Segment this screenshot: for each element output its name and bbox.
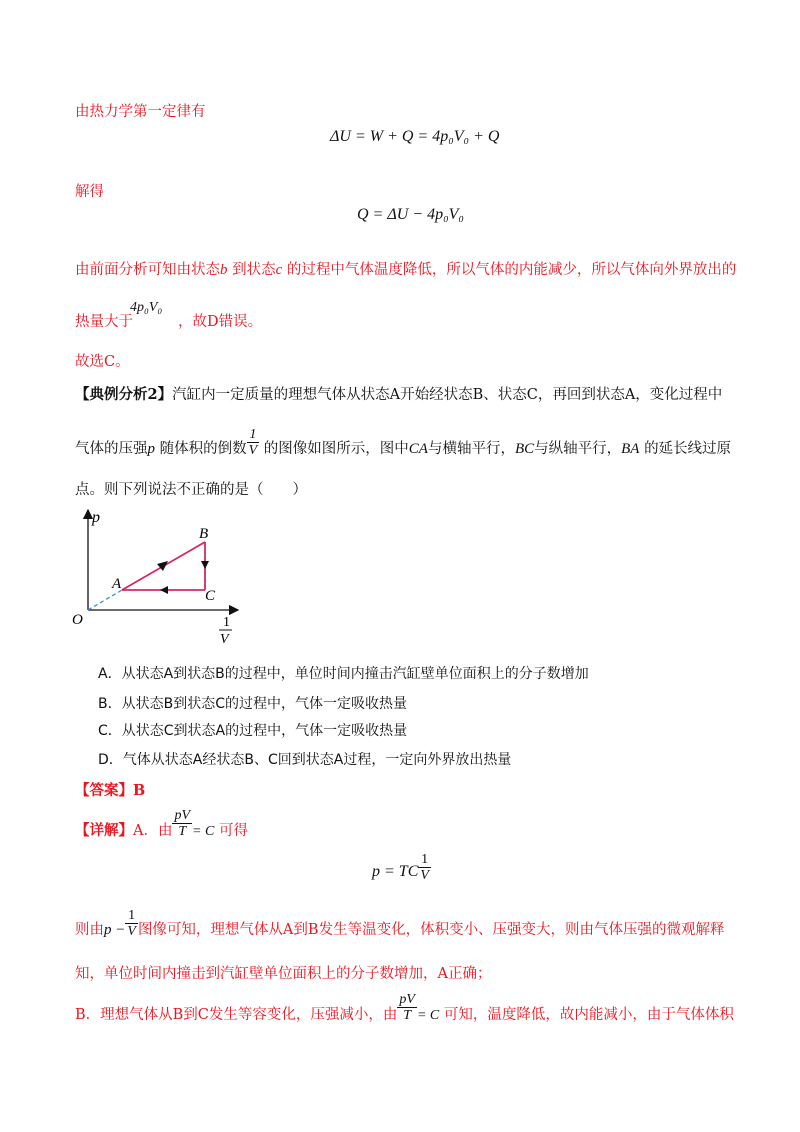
- conclusion: 故选C。: [75, 354, 130, 370]
- first-law-intro: 由热力学第一定律有: [75, 104, 206, 120]
- equation-q: Q = ΔU − 4p₀V₀: [357, 206, 464, 223]
- example-tag: 【典例分析2】: [75, 386, 173, 403]
- example-line-3: 点。则下列说法不正确的是（ ）: [75, 482, 307, 498]
- solve-label: 解得: [75, 184, 104, 200]
- extension-dashed-line: [88, 590, 122, 610]
- example-line-2: 气体的压强p 随体积的倒数 $\frac{1}{V}$ 的图像如图所示，图中CA与横轴平行，BC与纵轴平行，BA 的延长线过原: [75, 426, 732, 458]
- explanation-a-line-2: 知，单位时间内撞击到汽缸壁单位面积上的分子数增加，A正确；: [75, 966, 492, 982]
- option-a[interactable]: A．从状态A到状态B的过程中，单位时间内撞击汽缸壁单位面积上的分子数增加: [98, 666, 589, 682]
- equation-p-tc: p = TC $\frac{1}{V}$: [372, 852, 429, 883]
- y-axis-label: p: [92, 509, 100, 526]
- option-c[interactable]: C．从状态C到状态A的过程中，气体一定吸收热量: [98, 723, 408, 739]
- x-axis-label-den: V: [220, 632, 229, 647]
- answer-label: 【答案】: [75, 782, 133, 799]
- x-axis-label-num: 1: [223, 615, 230, 630]
- option-b[interactable]: B．从状态B到状态C的过程中，气体一定吸收热量: [98, 696, 407, 712]
- point-a-label: A: [112, 576, 122, 592]
- point-c-label: C: [205, 588, 216, 604]
- origin-label: O: [72, 612, 83, 628]
- answer-value: B: [133, 782, 146, 799]
- explanation-label: 【详解】: [75, 822, 133, 839]
- arrow-ca: [160, 586, 168, 594]
- example-line-1: 【典例分析2】汽缸内一定质量的理想气体从状态A开始经状态B、状态C，再回到状态A，变化过程中: [75, 386, 723, 403]
- analysis-line-2-end: ，故D错误。: [178, 314, 263, 330]
- explanation-intro: 【详解】A．由 $\frac{pV}{T}$ = C 可得: [75, 807, 248, 839]
- answer: [75, 779, 145, 800]
- heat-threshold: 4p₀V₀: [130, 300, 163, 315]
- explanation-b-line: B．理想气体从B到C发生等容变化，压强减小，由 $\frac{pV}{T}$ = C 可知，温度降低，故内能减小，由于气体体积: [75, 991, 734, 1023]
- equation-delta-u: ΔU = W + Q = 4p₀V₀ + Q: [330, 128, 500, 145]
- analysis-line-1: 由前面分析可知由状态b 到状态c 的过程中气体温度降低，所以气体的内能减少，所以气体向外界放出的: [75, 262, 737, 278]
- arrow-bc: [201, 561, 209, 569]
- point-b-label: B: [199, 526, 209, 542]
- option-d[interactable]: D．气体从状态A经状态B、C回到状态A过程，一定向外界放出热量: [98, 752, 512, 768]
- analysis-line-2: 热量大于: [75, 314, 133, 330]
- p-inverse-v-graph: [60, 500, 260, 650]
- explanation-a-line-1: 则由p − $\frac{1}{V}$ 图像可知，理想气体从A到B发生等温变化，体积变小、压强变大，则由气体压强的微观解释: [75, 907, 725, 939]
